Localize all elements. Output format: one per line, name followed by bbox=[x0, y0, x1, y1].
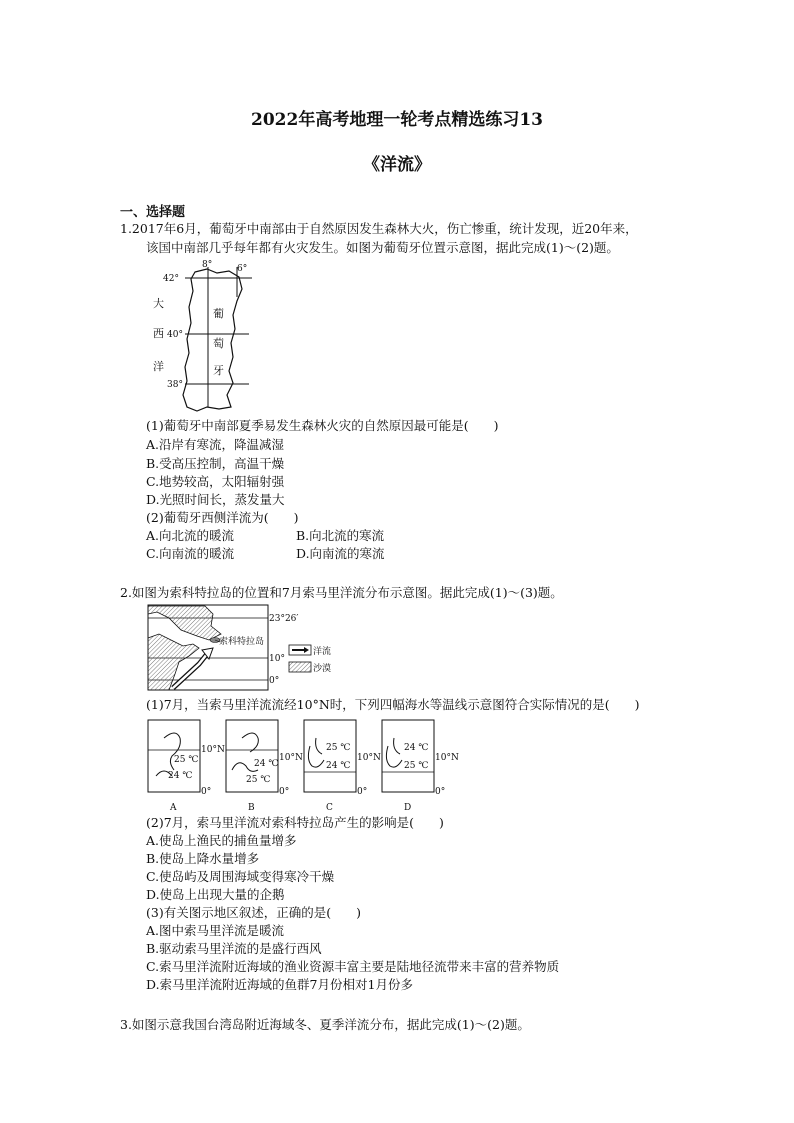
q2-sub2-option-c: C.使岛屿及周围海域变得寒冷干燥 bbox=[146, 869, 335, 884]
africa-desert bbox=[148, 634, 199, 690]
panel-b-t1: 24 ℃ bbox=[254, 759, 279, 769]
q3-stem: 3.如图示意我国台湾岛附近海域冬、夏季洋流分布，据此完成(1)～(2)题。 bbox=[120, 1017, 530, 1032]
legend-desert-label: 沙漠 bbox=[313, 664, 332, 674]
ocean-char-2: 西 bbox=[153, 327, 164, 340]
q1-stem-line2: 该国中南部几乎每年都有火灾发生。如图为葡萄牙位置示意图，据此完成(1)～(2)题。 bbox=[146, 240, 619, 255]
q2-sub3-option-a: A.图中索马里洋流是暖流 bbox=[146, 923, 285, 938]
country-char-3: 牙 bbox=[213, 364, 224, 377]
lat10-label: 10° bbox=[269, 654, 285, 664]
panel-b-t2: 25 ℃ bbox=[246, 775, 271, 785]
island-label: 索科特拉岛 bbox=[219, 637, 265, 647]
panel-a-eq: 0° bbox=[201, 787, 212, 797]
page-subtitle: 《洋流》 bbox=[363, 155, 431, 175]
q1-sub1-question: (1)葡萄牙中南部夏季易发生森林火灾的自然原因最可能是( ) bbox=[146, 418, 499, 433]
q2-stem: 2.如图为索科特拉岛的位置和7月索马里洋流分布示意图。据此完成(1)～(3)题。 bbox=[120, 585, 563, 600]
q2-sub2-question: (2)7月，索马里洋流对索科特拉岛产生的影响是( ) bbox=[146, 815, 444, 830]
legend-desert-box bbox=[289, 662, 311, 672]
portugal-location-map bbox=[145, 257, 260, 415]
panel-c-letter: C bbox=[326, 803, 333, 813]
panel-b bbox=[226, 720, 303, 813]
panel-c-lat: 10°N bbox=[357, 753, 381, 763]
panel-b-eq: 0° bbox=[279, 787, 290, 797]
lon-label-8: 8° bbox=[202, 260, 213, 270]
q1-sub1-option-b: B.受高压控制，高温干燥 bbox=[146, 456, 285, 471]
q1-sub1-option-c: C.地势较高，太阳辐射强 bbox=[146, 474, 285, 489]
q2-sub3-option-b: B.驱动索马里洋流的是盛行西风 bbox=[146, 941, 322, 956]
panel-d-lat: 10°N bbox=[435, 753, 459, 763]
q2-sub3-question: (3)有关图示地区叙述，正确的是( ) bbox=[146, 905, 361, 920]
section-heading: 一、选择题 bbox=[120, 205, 186, 220]
q2-sub1-question: (1)7月，当索马里洋流流经10°N时，下列四幅海水等温线示意图符合实际情况的是( ) bbox=[146, 697, 640, 712]
q1-stem-line1: 1.2017年6月，葡萄牙中南部由于自然原因发生森林大火，伤亡惨重，统计发现，近20年来， bbox=[120, 221, 638, 236]
panel-d bbox=[382, 720, 459, 813]
panel-c-t1: 25 ℃ bbox=[326, 743, 351, 753]
lon-label-6: 6° bbox=[237, 264, 248, 274]
panel-b-lat: 10°N bbox=[279, 753, 303, 763]
tropic-label: 23°26′ bbox=[269, 614, 299, 624]
q1-sub1-option-d: D.光照时间长，蒸发量大 bbox=[146, 492, 285, 507]
panel-c-t2: 24 ℃ bbox=[326, 761, 351, 771]
q1-sub2-question: (2)葡萄牙西侧洋流为( ) bbox=[146, 510, 299, 525]
legend-current-label: 洋流 bbox=[313, 647, 332, 657]
q2-sub2-option-a: A.使岛上渔民的捕鱼量增多 bbox=[146, 833, 297, 848]
panel-b-letter: B bbox=[248, 803, 255, 813]
panel-a-t1: 25 ℃ bbox=[174, 755, 199, 765]
panel-d-t2: 25 ℃ bbox=[404, 761, 429, 771]
panel-a-letter: A bbox=[170, 803, 177, 813]
q1-sub2-option-a: A.向北流的暖流 bbox=[146, 528, 235, 543]
panel-d-eq: 0° bbox=[435, 787, 446, 797]
lat0-label: 0° bbox=[269, 676, 280, 686]
panel-d-letter: D bbox=[404, 803, 412, 813]
q1-sub2-option-d: D.向南流的寒流 bbox=[296, 546, 385, 561]
q2-sub2-option-b: B.使岛上降水量增多 bbox=[146, 851, 260, 866]
country-char-2: 萄 bbox=[213, 337, 224, 350]
panel-d-t1: 24 ℃ bbox=[404, 743, 429, 753]
q2-sub3-option-d: D.索马里洋流附近海域的鱼群7月份相对1月份多 bbox=[146, 977, 413, 992]
isotherm-panels bbox=[146, 716, 466, 816]
page-title: 2022年高考地理一轮考点精选练习13 bbox=[251, 110, 543, 130]
lat-label-40: 40° bbox=[167, 330, 183, 340]
panel-a-t2: 24 ℃ bbox=[168, 771, 193, 781]
q2-sub2-option-d: D.使岛上出现大量的企鹅 bbox=[146, 887, 285, 902]
panel-c bbox=[304, 720, 381, 813]
panel-c-eq: 0° bbox=[357, 787, 368, 797]
ocean-char-3: 洋 bbox=[153, 360, 164, 373]
panel-a-lat: 10°N bbox=[201, 745, 225, 755]
ocean-char-1: 大 bbox=[153, 297, 164, 310]
panel-a bbox=[148, 720, 225, 813]
q2-sub3-option-c: C.索马里洋流附近海域的渔业资源丰富主要是陆地径流带来丰富的营养物质 bbox=[146, 959, 560, 974]
q1-sub1-option-a: A.沿岸有寒流，降温减湿 bbox=[146, 437, 285, 452]
socotra-map bbox=[147, 604, 347, 692]
q1-sub2-option-b: B.向北流的寒流 bbox=[296, 528, 385, 543]
q1-sub2-option-c: C.向南流的暖流 bbox=[146, 546, 235, 561]
lat-label-42: 42° bbox=[163, 274, 179, 284]
lat-label-38: 38° bbox=[167, 380, 183, 390]
country-char-1: 葡 bbox=[213, 307, 224, 320]
